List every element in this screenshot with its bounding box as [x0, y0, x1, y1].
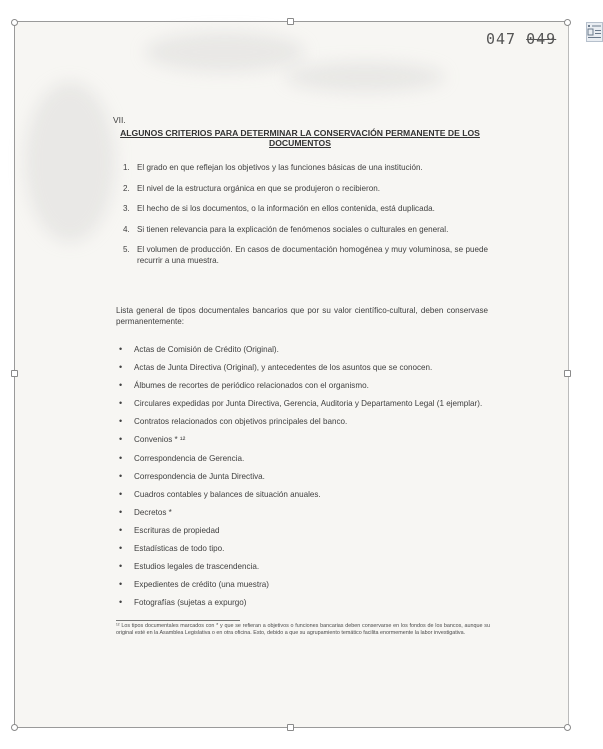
bullet-icon: • — [119, 434, 123, 445]
item-number: 1. — [123, 163, 130, 172]
bullet-icon: • — [119, 416, 123, 427]
item-text: El hecho de si los documentos, o la información en ellos contenida, está duplicada. — [137, 204, 435, 213]
list-item-text: Convenios * ¹² — [134, 435, 186, 445]
item-text: El grado en que reflejan los objetivos y las funciones básicas de una institución. — [137, 163, 423, 172]
item-text: El volumen de producción. En casos de documentación homogénea y muy voluminosa, se puede recurrir a una muestra. — [137, 245, 488, 265]
list-item — [116, 417, 488, 428]
page-number-current: 047 — [486, 30, 517, 48]
section-heading: ALGUNOS CRITERIOS PARA DETERMINAR LA CONSERVACIÓN PERMANENTE DE LOS DOCUMENTOS — [120, 128, 480, 148]
criteria-item — [116, 184, 488, 195]
list-item — [116, 472, 488, 483]
list-item — [116, 598, 488, 609]
list-item-text: Estudios legales de trascendencia. — [134, 562, 260, 572]
list-item — [116, 490, 488, 501]
item-number: 4. — [123, 224, 130, 234]
list-item-text: Escrituras de propiedad — [134, 525, 220, 535]
bullet-icon: • — [119, 561, 123, 572]
resize-handle-top-right[interactable] — [564, 19, 571, 26]
item-text: Si tienen relevancia para la explicación de fenómenos sociales o culturales en general. — [137, 224, 449, 234]
list-item-text: Actas de Junta Directiva (Original), y antecedentes de los asuntos que se conocen. — [134, 363, 433, 373]
resize-handle-middle-left[interactable] — [11, 370, 18, 377]
list-item-text: Circulares expedidas por Junta Directiva, Gerencia, Auditoria y Departamento Legal (1 ejemplar). — [134, 399, 483, 409]
scan-smudge — [285, 62, 445, 92]
bullet-icon: • — [119, 597, 123, 608]
scan-smudge — [25, 82, 115, 242]
criteria-item — [116, 163, 488, 174]
criteria-list — [116, 163, 488, 276]
bullet-icon: • — [119, 506, 123, 517]
item-number: 5. — [123, 245, 130, 254]
list-item-text: Contratos relacionados con objetivos principales del banco. — [134, 417, 348, 427]
footnote: ¹² Los tipos documentales marcados con * y que se refieran a objetivos o funciones bancarias deben conservarse en los fondos de los bancos, aunque su original esté en la Asamblea Legislativa o en otra oficina. Esto, debido a que su agrupamiento temático facilita enormemente la labor investigativa. — [116, 623, 490, 637]
scan-smudge — [145, 32, 305, 72]
list-item — [116, 580, 488, 591]
list-item-text: Correspondencia de Junta Directiva. — [134, 471, 265, 481]
doc-types-intro: Lista general de tipos documentales bancarios que por su valor científico-cultural, deben conservase permanentemente: — [116, 306, 488, 326]
section-number: VII. — [113, 115, 126, 125]
list-item-text: Actas de Comisión de Crédito (Original). — [134, 345, 279, 354]
list-item — [116, 544, 488, 555]
bullet-icon: • — [119, 344, 123, 354]
list-item — [116, 363, 488, 374]
list-item — [116, 399, 488, 410]
item-number: 3. — [123, 204, 130, 213]
bullet-icon: • — [119, 398, 123, 409]
wrap-text-icon[interactable] — [586, 22, 603, 42]
resize-handle-middle-right[interactable] — [564, 370, 571, 377]
item-number: 2. — [123, 183, 130, 193]
footnote-divider — [116, 620, 240, 621]
bullet-icon: • — [119, 470, 123, 481]
list-item — [116, 435, 488, 446]
criteria-item — [116, 225, 488, 236]
bullet-icon: • — [119, 452, 123, 463]
bullet-icon: • — [119, 488, 123, 499]
list-item-text: Correspondencia de Gerencia. — [134, 453, 245, 463]
resize-handle-bottom-center[interactable] — [287, 724, 294, 731]
resize-handle-top-left[interactable] — [11, 19, 18, 26]
list-item-text: Decretos * — [134, 507, 172, 517]
list-item — [116, 381, 488, 392]
list-item-text: Expedientes de crédito (una muestra) — [134, 580, 269, 590]
criteria-item — [116, 245, 488, 266]
criteria-item — [116, 204, 488, 215]
bullet-icon: • — [119, 579, 123, 590]
bullet-icon: • — [119, 543, 123, 554]
list-item — [116, 526, 488, 537]
resize-handle-bottom-left[interactable] — [11, 724, 18, 731]
list-item-text: Cuadros contables y balances de situación anuales. — [134, 489, 321, 499]
item-text: El nivel de la estructura orgánica en que se produjeron o recibieron. — [137, 183, 380, 193]
list-item — [116, 508, 488, 519]
doc-types-list — [116, 345, 488, 616]
bullet-icon: • — [119, 380, 123, 391]
resize-handle-bottom-right[interactable] — [564, 724, 571, 731]
list-item — [116, 345, 488, 356]
list-item-text: Estadísticas de todo tipo. — [134, 544, 225, 554]
list-item — [116, 562, 488, 573]
bullet-icon: • — [119, 362, 123, 373]
page-number-struck: 049 — [526, 30, 557, 48]
list-item-text: Álbumes de recortes de periódico relacionados con el organismo. — [134, 381, 369, 391]
page-number-stamp — [486, 30, 556, 48]
bullet-icon: • — [119, 524, 123, 535]
list-item — [116, 454, 488, 465]
list-item-text: Fotografías (sujetas a expurgo) — [134, 598, 247, 608]
resize-handle-top-center[interactable] — [287, 18, 294, 25]
